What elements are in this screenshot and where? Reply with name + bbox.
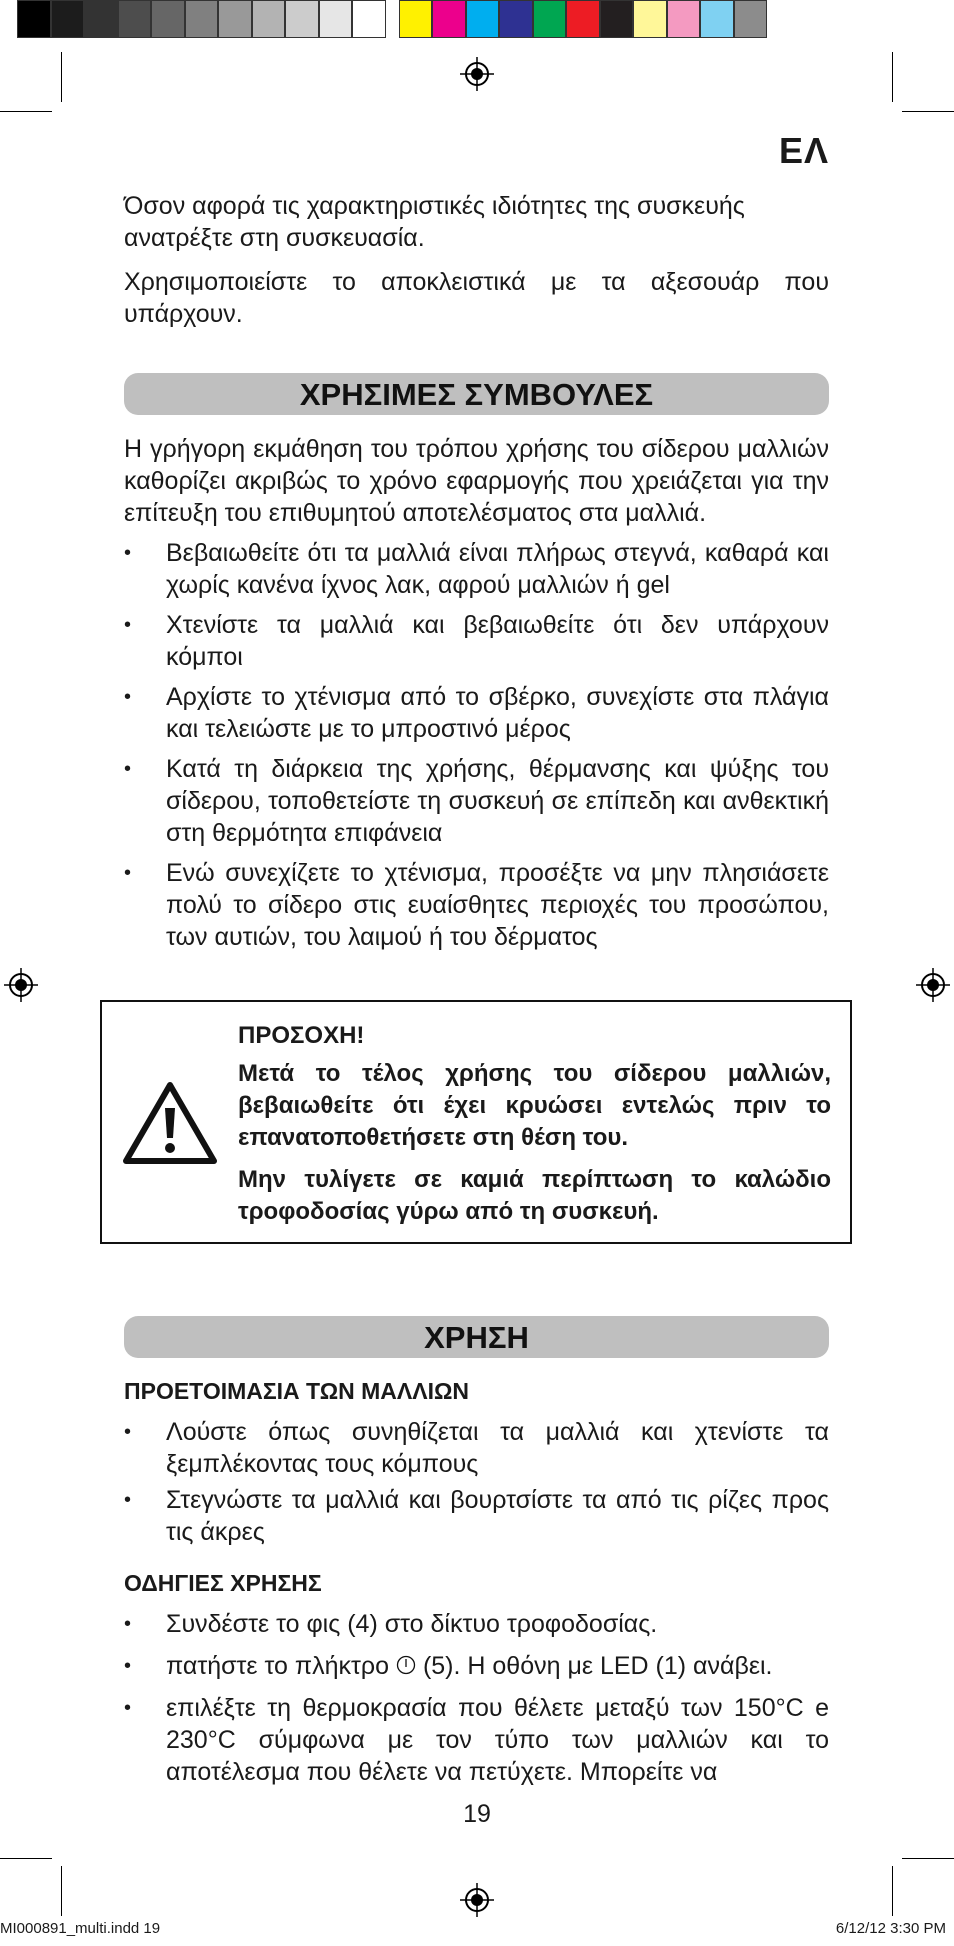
list-item <box>124 537 829 601</box>
color-swatch <box>533 0 567 38</box>
color-swatches <box>399 0 768 44</box>
crop-mark <box>0 111 52 112</box>
intro-text <box>124 190 829 330</box>
intro-paragraph: Όσον αφορά τις χαρακτηριστικές ιδιότητες της συσκευής ανατρέξτε στη συσκευασία. <box>124 192 745 252</box>
color-swatch <box>151 0 185 38</box>
crop-mark <box>902 1858 954 1859</box>
list-item <box>124 1608 829 1640</box>
tips-heading: ΧΡΗΣΙΜΕΣ ΣΥΜΒΟΥΛΕΣ <box>124 373 829 415</box>
color-swatch <box>84 0 118 38</box>
color-swatch <box>285 0 319 38</box>
warning-title: ΠΡΟΣΟΧΗ! <box>238 1022 365 1049</box>
usage-heading: ΧΡΗΣΗ <box>124 1316 829 1358</box>
prep-section <box>124 1416 829 1548</box>
list-item <box>124 753 829 849</box>
color-swatch <box>252 0 286 38</box>
crop-mark <box>892 1866 893 1916</box>
language-tag: ΕΛ <box>778 130 829 171</box>
list-item <box>124 857 829 953</box>
color-swatch <box>734 0 768 38</box>
instruction-text: Συνδέστε το φις (4) στο δίκτυο τροφοδοσίας. <box>166 1610 658 1638</box>
crop-mark <box>0 1858 52 1859</box>
color-swatch <box>633 0 667 38</box>
registration-mark-icon <box>460 57 494 91</box>
color-swatch <box>218 0 252 38</box>
color-swatch <box>17 0 51 38</box>
list-item <box>124 1650 829 1682</box>
crop-mark <box>61 52 62 102</box>
color-swatch <box>432 0 466 38</box>
instruction-text: πατήστε το πλήκτρο <box>166 1652 390 1680</box>
instruction-text: επιλέξτε τη θερμοκρασία που θέλετε μεταξύ των 150°C e 230°C σύμφωνα με τον τύπο των μαλλιών και το αποτέλεσμα που θέλετε να πετύχετε. Μπορείτε να <box>166 1694 829 1786</box>
list-item-text: Στεγνώστε τα μαλλιά και βουρτσίστε τα από τις ρίζες προς τις άκρες <box>166 1486 829 1546</box>
list-item-text: Βεβαιωθείτε ότι τα μαλλιά είναι πλήρως στεγνά, καθαρά και χωρίς κανένα ίχνος λακ, αφρού μαλλιών ή gel <box>166 539 829 599</box>
tips-intro: Η γρήγορη εκμάθηση του τρόπου χρήσης του σίδερου μαλλιών καθορίζει ακριβώς το χρόνο εφαρμογής που χρειάζεται για την επίτευξη του επιθυμητού αποτελέσματος στα μαλλιά. <box>124 435 829 527</box>
warning-triangle-icon <box>122 1080 218 1166</box>
page-number: 19 <box>463 1800 491 1828</box>
instruction-text: (5). Η οθόνη με LED (1) ανάβει. <box>422 1652 773 1680</box>
color-swatch <box>352 0 386 38</box>
list-item-text: Λούστε όπως συνηθίζεται τα μαλλιά και χτενίστε τα ξεμπλέκοντας τους κόμπους <box>166 1418 829 1478</box>
list-item-text: Αρχίστε το χτένισμα από το σβέρκο, συνεχίστε στα πλάγια και τελειώστε με το μπροστινό μέρος <box>166 683 829 743</box>
list-item <box>124 1692 829 1788</box>
color-swatch <box>399 0 433 38</box>
grayscale-swatches <box>17 0 386 44</box>
instructions-heading: ΟΔΗΓΙΕΣ ΧΡΗΣΗΣ <box>124 1570 322 1596</box>
list-item <box>124 681 829 745</box>
warning-paragraph: Μην τυλίγετε σε καμιά περίπτωση το καλώδιο τροφοδοσίας γύρω από τη συσκευή. <box>238 1166 831 1225</box>
instructions-section <box>124 1608 829 1788</box>
crop-mark <box>61 1866 62 1916</box>
color-swatch <box>185 0 219 38</box>
color-swatch <box>700 0 734 38</box>
list-item <box>124 1484 829 1548</box>
color-swatch <box>118 0 152 38</box>
color-swatch <box>319 0 353 38</box>
list-item-text: Κατά τη διάρκεια της χρήσης, θέρμανσης και ψύξης του σίδερου, τοποθετείστε τη συσκευή σε επίπεδη και ανθεκτική στη θερμότητα επιφάνεια <box>166 755 829 847</box>
list-item-text: Ενώ συνεχίζετε το χτένισμα, προσέξτε να μην πλησιάσετε πολύ το σίδερο στις ευαίσθητες περιοχές του προσώπου, των αυτιών, του λαιμού ή του δέρματος <box>166 859 829 951</box>
color-swatch <box>667 0 701 38</box>
color-swatch <box>499 0 533 38</box>
warning-box <box>100 1000 852 1244</box>
color-swatch <box>566 0 600 38</box>
color-swatch <box>466 0 500 38</box>
footer-timestamp: 6/12/12 3:30 PM <box>835 1920 946 1937</box>
print-color-bar <box>17 0 767 44</box>
registration-mark-icon <box>916 968 950 1002</box>
color-swatch <box>600 0 634 38</box>
list-item <box>124 1416 829 1480</box>
tips-list <box>124 537 829 953</box>
footer-file-info: MI000891_multi.indd 19 <box>0 1920 161 1937</box>
warning-text <box>238 1020 831 1228</box>
prep-list <box>124 1416 829 1548</box>
prep-heading: ΠΡΟΕΤΟΙΜΑΣΙΑ ΤΩΝ ΜΑΛΛΙΩΝ <box>124 1378 470 1404</box>
tips-section <box>124 433 829 953</box>
registration-mark-icon <box>4 968 38 1002</box>
power-icon <box>396 1655 416 1675</box>
list-item-text: Χτενίστε τα μαλλιά και βεβαιωθείτε ότι δεν υπάρχουν κόμποι <box>166 611 829 671</box>
registration-mark-icon <box>460 1883 494 1917</box>
crop-mark <box>892 52 893 102</box>
crop-mark <box>902 111 954 112</box>
list-item <box>124 609 829 673</box>
color-swatch <box>51 0 85 38</box>
instructions-list <box>124 1608 829 1788</box>
warning-paragraph: Μετά το τέλος χρήσης του σίδερου μαλλιών, βεβαιωθείτε ότι έχει κρυώσει εντελώς πριν το επανατοποθετήσετε στη θέση του. <box>238 1060 831 1151</box>
intro-paragraph: Χρησιμοποιείστε το αποκλειστικά με τα αξεσουάρ που υπάρχουν. <box>124 268 829 328</box>
